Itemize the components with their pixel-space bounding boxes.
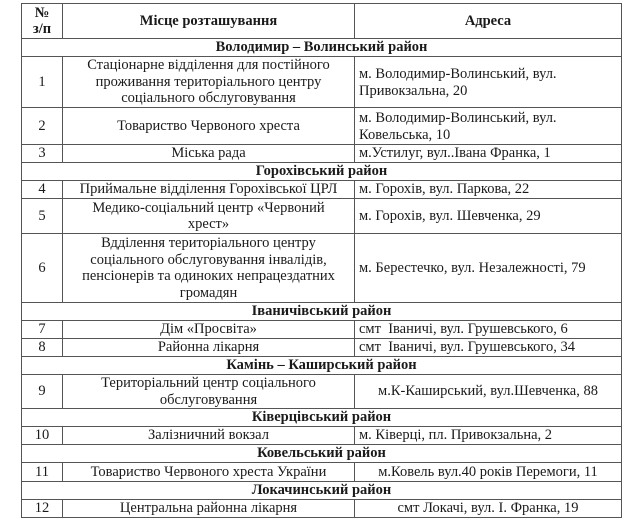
row-place: Стаціонарне відділення для постійного проживання територіального центру соціального обслуговування <box>63 57 355 108</box>
row-address: м.К-Каширський, вул.Шевченка, 88 <box>355 375 622 409</box>
header-num-line1: № <box>34 4 50 21</box>
row-address: м.Ковель вул.40 років Перемоги, 11 <box>355 463 622 482</box>
row-address: м.Устилуг, вул..Івана Франка, 1 <box>355 145 622 163</box>
section-row <box>22 409 622 427</box>
section-row <box>22 303 622 321</box>
table-row <box>22 375 622 409</box>
section-row <box>22 357 622 375</box>
header-num <box>22 4 63 39</box>
row-num: 6 <box>22 234 63 303</box>
section-title: Локачинський район <box>22 482 622 500</box>
row-place: Приймальне відділення Горохівської ЦРЛ <box>63 181 355 199</box>
table-row <box>22 199 622 234</box>
row-place: Залізничний вокзал <box>63 427 355 445</box>
row-place: Товариство Червоного хреста України <box>63 463 355 482</box>
row-num: 10 <box>22 427 63 445</box>
table-row <box>22 234 622 303</box>
table-row <box>22 339 622 357</box>
header-place: Місце розташування <box>63 4 355 39</box>
row-place: Центральна районна лікарня <box>63 500 355 518</box>
locations-table <box>21 3 622 518</box>
section-row <box>22 39 622 57</box>
row-place: Міська рада <box>63 145 355 163</box>
table-row <box>22 181 622 199</box>
row-place: Дім «Просвіта» <box>63 321 355 339</box>
row-place: Вдділення територіального центру соціального обслуговування інвалідів, пенсіонерів та одиноких непрацездатних громадян <box>63 234 355 303</box>
row-num: 11 <box>22 463 63 482</box>
row-num: 5 <box>22 199 63 234</box>
row-address: смт Локачі, вул. І. Франка, 19 <box>355 500 622 518</box>
header-address: Адреса <box>355 4 622 39</box>
table-row <box>22 108 622 145</box>
section-title: Камінь – Каширський район <box>22 357 622 375</box>
section-title: Володимир – Волинський район <box>22 39 622 57</box>
row-address: смт Іваничі, вул. Грушевського, 6 <box>355 321 622 339</box>
table-row <box>22 427 622 445</box>
section-title: Іваничівський район <box>22 303 622 321</box>
section-title: Горохівський район <box>22 163 622 181</box>
table-row <box>22 321 622 339</box>
row-num: 12 <box>22 500 63 518</box>
table-row <box>22 57 622 108</box>
row-place: Територіальний центр соціального обслуговування <box>63 375 355 409</box>
section-title: Ковельський район <box>22 445 622 463</box>
header-num-line2: з/п <box>32 21 52 37</box>
row-place: Районна лікарня <box>63 339 355 357</box>
table-row <box>22 463 622 482</box>
row-address: м. Горохів, вул. Шевченка, 29 <box>355 199 622 234</box>
row-num: 7 <box>22 321 63 339</box>
table-header-row <box>22 4 622 39</box>
section-title: Ківерцівський район <box>22 409 622 427</box>
row-address: м. Володимир-Волинський, вул. Привокзальна, 20 <box>355 57 622 108</box>
row-address: смт Іваничі, вул. Грушевського, 34 <box>355 339 622 357</box>
row-place: Товариство Червоного хреста <box>63 108 355 145</box>
row-num: 2 <box>22 108 63 145</box>
row-num: 1 <box>22 57 63 108</box>
row-num: 9 <box>22 375 63 409</box>
row-address: м. Берестечко, вул. Незалежності, 79 <box>355 234 622 303</box>
section-row <box>22 163 622 181</box>
row-address: м. Горохів, вул. Паркова, 22 <box>355 181 622 199</box>
row-address: м. Ківерці, пл. Привокзальна, 2 <box>355 427 622 445</box>
table-row <box>22 500 622 518</box>
row-address: м. Володимир-Волинський, вул. Ковельська, 10 <box>355 108 622 145</box>
row-place: Медико-соціальний центр «Червоний хрест» <box>63 199 355 234</box>
section-row <box>22 482 622 500</box>
row-num: 3 <box>22 145 63 163</box>
section-row <box>22 445 622 463</box>
row-num: 4 <box>22 181 63 199</box>
table-row <box>22 145 622 163</box>
row-num: 8 <box>22 339 63 357</box>
